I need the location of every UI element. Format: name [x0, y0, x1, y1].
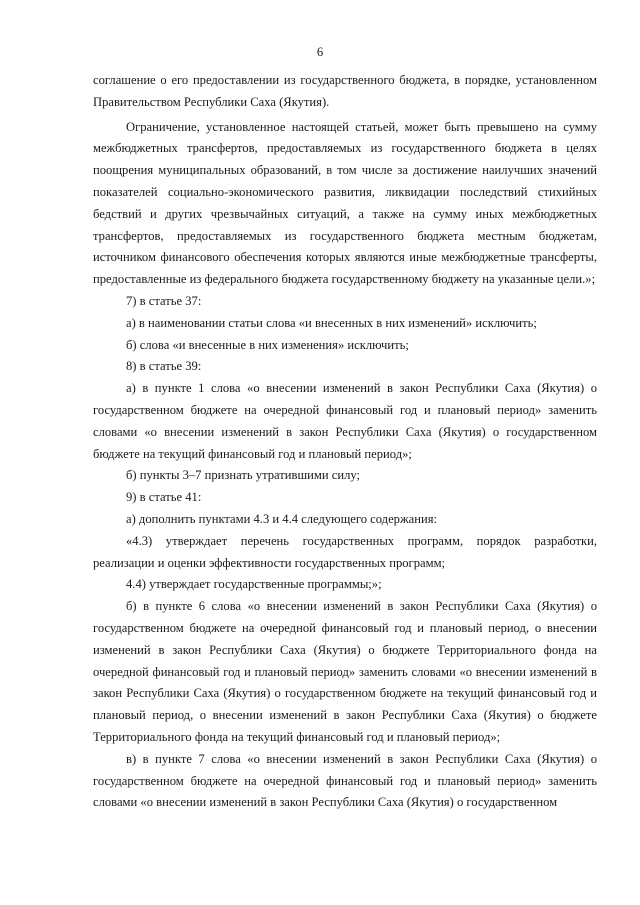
paragraph-4: а) в наименовании статьи слова «и внесенных в них изменений» исключить; — [126, 315, 537, 330]
paragraph-1: соглашение о его предоставлении из государственного бюджета, в порядке, установленном Правительством Республики Саха (Якутия). — [93, 73, 597, 109]
paragraph-10: а) дополнить пунктами 4.3 и 4.4 следующего содержания: — [126, 511, 438, 526]
paragraph-13: б) в пункте 6 слова «о внесении изменений в закон Республики Саха (Якутия) о государственном бюджете на очередной финансовый год и плановый период, о внесении изменений в закон Республики Саха (Якутия) о бюджете Территориального фонда на очередной финансовый год и плановый период» заменить словами «о внесении изменений в закон Республики Саха (Якутия) о государственном бюджете на текущий финансовый год и плановый период, о внесении изменений в закон Республики Саха (Якутия) о бюджете Территориального фонда на текущий финансовый год и плановый период»; — [93, 599, 597, 744]
document-body — [93, 70, 597, 814]
paragraph-2: Ограничение, установленное настоящей статьей, может быть превышено на сумму межбюджетных трансфертов, предоставляемых из государственного бюджета в целях поощрения муниципальных образований, в том числе за достижение наилучших значений показателей социально-экономического развития, ликвидации последствий стихийных бедствий и других чрезвычайных ситуаций, а также на сумму иных межбюджетных трансфертов, предоставляемых из государственного бюджета местным бюджетам, источником финансового обеспечения которых являются иные межбюджетные трансферты, предоставленные из федерального бюджета государственному бюджету на указанные цели.»; — [93, 119, 597, 287]
paragraph-8: б) пункты 3–7 признать утратившими силу; — [126, 468, 361, 483]
paragraph-7: а) в пункте 1 слова «о внесении изменений в закон Республики Саха (Якутия) о государственном бюджете на очередной финансовый год и плановый период» заменить словами «о внесении изменений в закон Республики Саха (Якутия) о государственном бюджете на текущий финансовый год и плановый период»; — [93, 381, 597, 461]
paragraph-3: 7) в статье 37: — [126, 293, 202, 308]
paragraph-5: б) слова «и внесенные в них изменения» исключить; — [126, 337, 409, 352]
page-number: 6 — [316, 45, 324, 59]
paragraph-9: 9) в статье 41: — [126, 490, 202, 505]
paragraph-12: 4.4) утверждает государственные программы;»; — [126, 577, 382, 592]
paragraph-14: в) в пункте 7 слова «о внесении изменений в закон Республики Саха (Якутия) о государственном бюджете на очередной финансовый год и плановый период» заменить словами «о внесении изменений в закон Республики Саха (Якутия) о государственном — [93, 751, 597, 810]
paragraph-11: «4.3) утверждает перечень государственных программ, порядок разработки, реализации и оценки эффективности государственных программ; — [93, 533, 597, 570]
paragraph-6: 8) в статье 39: — [126, 359, 202, 374]
